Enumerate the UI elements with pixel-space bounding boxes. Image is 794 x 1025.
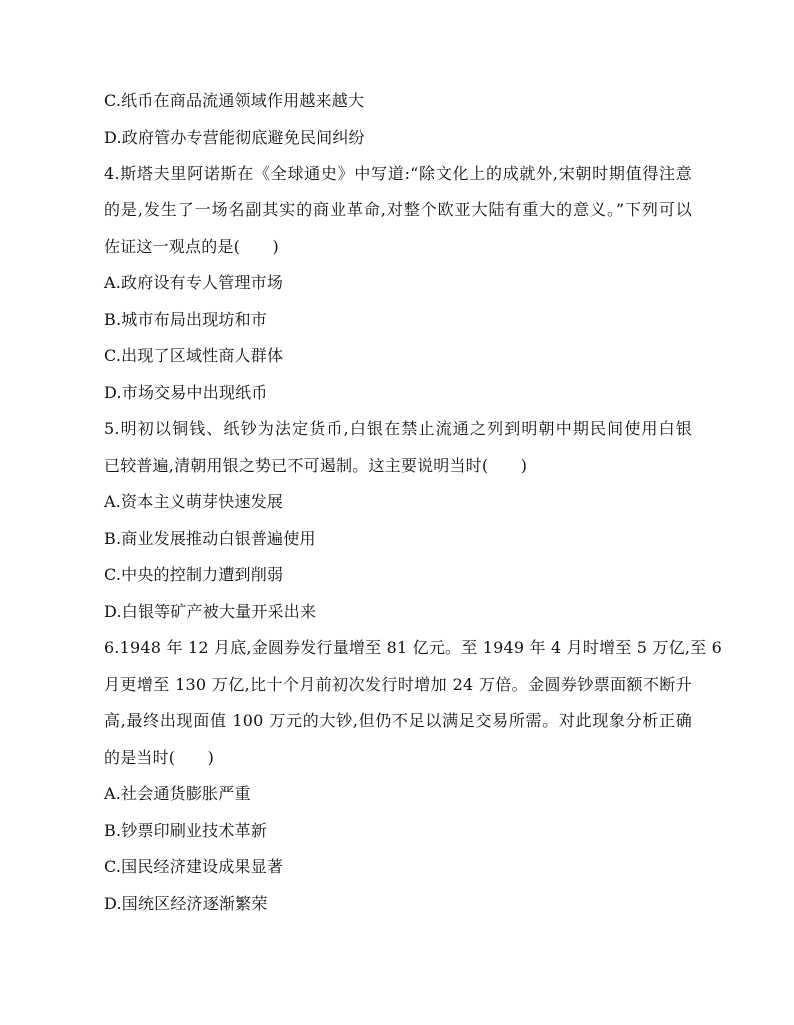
q6-stem-line-1: 6.1948 年 12 月底,金圆券发行量增至 81 亿元。至 1949 年 4 月时增至 5 万亿,至 6 xyxy=(104,638,722,657)
q6-stem-line-3: 高,最终出现面值 100 万元的大钞,但仍不足以满足交易所需。对此现象分析正确 xyxy=(104,711,692,730)
q4-option-c: C.出现了区域性商人群体 xyxy=(104,346,284,365)
q6-option-b: B.钞票印刷业技术革新 xyxy=(104,821,268,840)
q6-option-d: D.国统区经济逐渐繁荣 xyxy=(104,894,268,913)
q5-option-c: C.中央的控制力遭到削弱 xyxy=(104,565,284,584)
q6-option-c: C.国民经济建设成果显著 xyxy=(104,857,284,876)
q4-option-d: D.市场交易中出现纸币 xyxy=(104,383,268,402)
q6-option-a: A.社会通货膨胀严重 xyxy=(104,784,251,803)
q5-option-a: A.资本主义萌芽快速发展 xyxy=(104,492,284,511)
q3-option-c: C.纸币在商品流通领域作用越来越大 xyxy=(104,91,365,110)
q5-stem-line-2: 已较普遍,清朝用银之势已不可遏制。这主要说明当时( ) xyxy=(104,456,528,475)
q4-option-a: A.政府设有专人管理市场 xyxy=(104,273,284,292)
q4-option-b: B.城市布局出现坊和市 xyxy=(104,310,268,329)
q5-option-d: D.白银等矿产被大量开采出来 xyxy=(104,602,317,621)
q4-stem-line-3: 佐证这一观点的是( ) xyxy=(104,237,279,256)
q6-stem-line-2: 月更增至 130 万亿,比十个月前初次发行时增加 24 万倍。金圆券钞票面额不断升 xyxy=(104,675,692,694)
q5-option-b: B.商业发展推动白银普遍使用 xyxy=(104,529,316,548)
q6-stem-line-4: 的是当时( ) xyxy=(104,748,215,767)
q5-stem-line-1: 5.明初以铜钱、纸钞为法定货币,白银在禁止流通之列到明朝中期民间使用白银 xyxy=(104,419,692,438)
q4-stem-line-1: 4.斯塔夫里阿诺斯在《全球通史》中写道:“除文化上的成就外,宋朝时期值得注意 xyxy=(104,164,692,183)
q3-option-d: D.政府管办专营能彻底避免民间纠纷 xyxy=(104,128,365,147)
q4-stem-line-2: 的是,发生了一场名副其实的商业革命,对整个欧亚大陆有重大的意义。”下列可以 xyxy=(104,200,692,219)
